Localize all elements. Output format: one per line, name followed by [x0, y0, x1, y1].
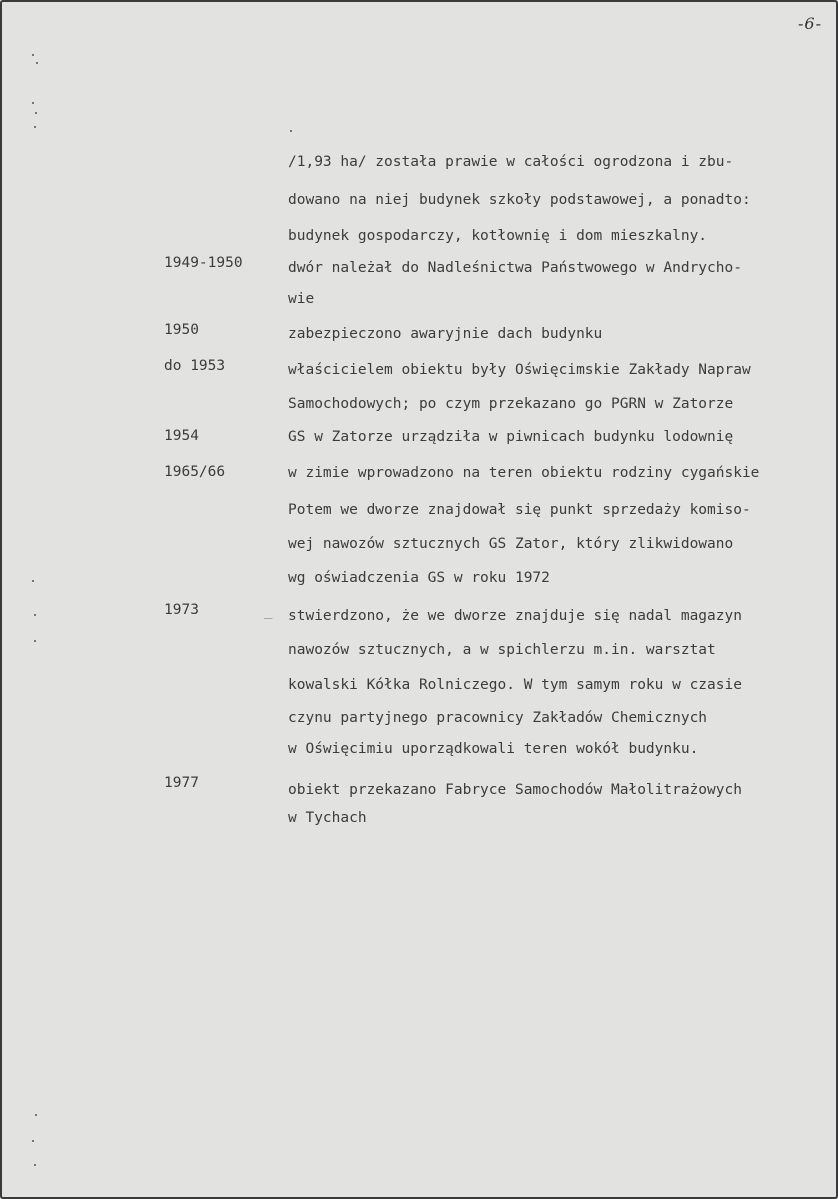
intro-line: budynek gospodarczy, kotłownię i dom mieszkalny. — [288, 228, 708, 244]
entry-line: wg oświadczenia GS w roku 1972 — [288, 570, 550, 586]
entry-line: w Oświęcimiu uporządkowali teren wokół budynku. — [288, 741, 699, 757]
entry-line: Samochodowych; po czym przekazano go PGRN w Zatorze — [288, 396, 734, 412]
entry-line: GS w Zatorze urządziła w piwnicach budynku lodownię — [288, 429, 734, 445]
scan-speck — [34, 614, 36, 616]
scan-speck — [32, 54, 34, 56]
intro-line: /1,93 ha/ została prawie w całości ogrodzona i zbu- — [288, 154, 734, 170]
page-number: -6- — [798, 14, 822, 33]
entry-line: właścicielem obiektu były Oświęcimskie Zakłady Napraw — [288, 362, 751, 378]
scan-speck — [34, 640, 36, 642]
scan-speck — [35, 112, 37, 114]
entry-line: w zimie wprowadzono na teren obiektu rodziny cygańskie — [288, 465, 760, 481]
entry-year: 1950 — [164, 322, 199, 338]
entry-line: obiekt przekazano Fabryce Samochodów Małolitrażowych — [288, 782, 742, 798]
entry-line: zabezpieczono awaryjnie dach budynku — [288, 326, 603, 342]
entry-year: 1954 — [164, 428, 199, 444]
entry-line: wie — [288, 291, 315, 307]
entry-line: Potem we dworze znajdował się punkt sprzedaży komiso- — [288, 502, 751, 518]
entry-line: nawozów sztucznych, a w spichlerzu m.in. warsztat — [288, 642, 716, 658]
scan-speck — [32, 580, 34, 582]
scan-speck — [34, 1164, 36, 1166]
intro-line: dowano na niej budynek szkoły podstawowej, a ponadto: — [288, 192, 751, 208]
scan-speck — [34, 126, 36, 128]
entry-line: wej nawozów sztucznych GS Zator, który zlikwidowano — [288, 536, 734, 552]
entry-year: do 1953 — [164, 358, 226, 374]
scan-speck — [35, 1114, 37, 1116]
entry-line: kowalski Kółka Rolniczego. W tym samym roku w czasie — [288, 677, 742, 693]
entry-year: 1965/66 — [164, 464, 226, 480]
scan-speck — [36, 62, 38, 64]
entry-year: 1977 — [164, 775, 199, 791]
entry-line: stwierdzono, że we dworze znajduje się nadal magazyn — [288, 608, 742, 624]
entry-line: dwór należał do Nadleśnictwa Państwowego w Andrycho- — [288, 260, 742, 276]
entry-year: 1973 — [164, 602, 199, 618]
scan-speck — [32, 1140, 34, 1142]
margin-dash: _ — [264, 603, 273, 619]
scan-speck — [32, 102, 34, 104]
scan-speck — [290, 130, 292, 132]
entry-line: czynu partyjnego pracownicy Zakładów Chemicznych — [288, 710, 708, 726]
entry-line: w Tychach — [288, 810, 367, 826]
entry-year: 1949-1950 — [164, 255, 243, 271]
